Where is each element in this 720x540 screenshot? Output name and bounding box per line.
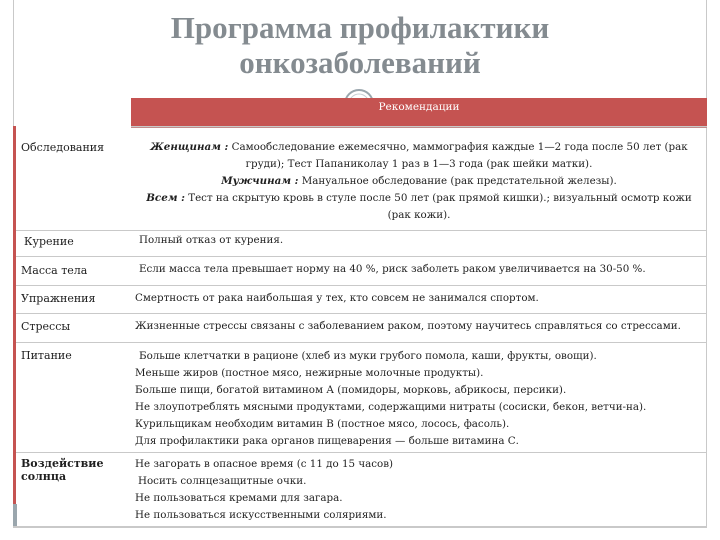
- nutrition-line: Не злоупотреблять мясными продуктами, содержащими нитраты (сосиски, бекон, ветчи-на).: [135, 401, 647, 413]
- row-label-exercise: Упражнения: [21, 292, 96, 305]
- row-text-sun-exposure: [135, 456, 393, 524]
- row-text-smoking: Полный отказ от курения.: [139, 234, 284, 246]
- nutrition-line: Меньше жиров (постное мясо, нежирные молочные продукты).: [135, 367, 484, 379]
- sun-line: Не пользоваться кремами для загара.: [135, 492, 343, 504]
- row-divider: [16, 313, 707, 314]
- title-line-1: Программа профилактики: [170, 10, 550, 45]
- nutrition-line: Курильщикам необходим витамин В (постное мясо, лосось, фасоль).: [135, 418, 510, 430]
- all-text-cont: (рак кожи).: [387, 209, 451, 221]
- row-label-examinations: Обследования: [21, 141, 105, 154]
- row-label-sun-exposure: [21, 457, 103, 483]
- row-text-stress: Жизненные стрессы связаны с заболеванием раком, поэтому научитесь справляться со стрессами.: [135, 320, 681, 332]
- sun-label-line-2: солнца: [21, 470, 67, 483]
- sun-label-line-1: Воздействие: [21, 457, 104, 470]
- row-text-body-weight: Если масса тела превышает норму на 40 %, риск заболеть раком увеличивается на 30-50 %.: [139, 263, 646, 275]
- men-text: Мануальное обследование (рак предстательной железы).: [298, 175, 617, 187]
- sun-line: Не пользоваться искусственными соляриями.: [135, 509, 387, 521]
- slide-title: [0, 10, 720, 80]
- row-text-exercise: Смертность от рака наибольшая у тех, кто совсем не занимался спортом.: [135, 292, 539, 304]
- nutrition-line: Больше пищи, богатой витамином А (помидоры, морковь, абрикосы, персики).: [135, 384, 567, 396]
- row-label-body-weight: Масса тела: [21, 264, 88, 277]
- women-text-cont: груди); Тест Папаниколау 1 раз в 1—3 года (рак шейки матки).: [245, 158, 593, 170]
- left-bottom-accent: [13, 504, 17, 526]
- row-divider: [131, 126, 707, 127]
- all-label: Всем :: [146, 192, 185, 204]
- row-divider: [16, 230, 707, 231]
- row-text-nutrition: [135, 348, 646, 450]
- sun-line: Не загорать в опасное время (с 11 до 15 часов): [135, 458, 394, 470]
- row-divider: [16, 452, 707, 453]
- title-line-2: онкозаболеваний: [239, 45, 481, 80]
- nutrition-line: Больше клетчатки в рационе (хлеб из муки грубого помола, каши, фрукты, овощи).: [139, 350, 597, 362]
- women-label: Женщинам :: [150, 141, 229, 153]
- row-divider: [16, 256, 707, 257]
- table-bottom-line: [13, 526, 707, 527]
- sun-line: Носить солнцезащитные очки.: [138, 475, 307, 487]
- women-text: Самообследование ежемесячно, маммография каждые 1—2 года после 50 лет (рак: [228, 141, 688, 153]
- row-label-nutrition: Питание: [21, 349, 72, 362]
- row-divider: [16, 342, 707, 343]
- left-accent-bar: [13, 126, 16, 504]
- table-header: Рекомендации: [378, 101, 460, 113]
- nutrition-line: Для профилактики рака органов пищеварения — больше витамина С.: [135, 435, 519, 447]
- men-label: Мужчинам :: [221, 175, 299, 187]
- all-text: Тест на скрытую кровь в стуле после 50 лет (рак прямой кишки).; визуальный осмотр кожи: [184, 192, 692, 204]
- row-divider: [16, 285, 707, 286]
- row-label-stress: Стрессы: [21, 320, 71, 333]
- row-text-examinations: [134, 139, 704, 224]
- row-label-smoking: Курение: [24, 235, 74, 248]
